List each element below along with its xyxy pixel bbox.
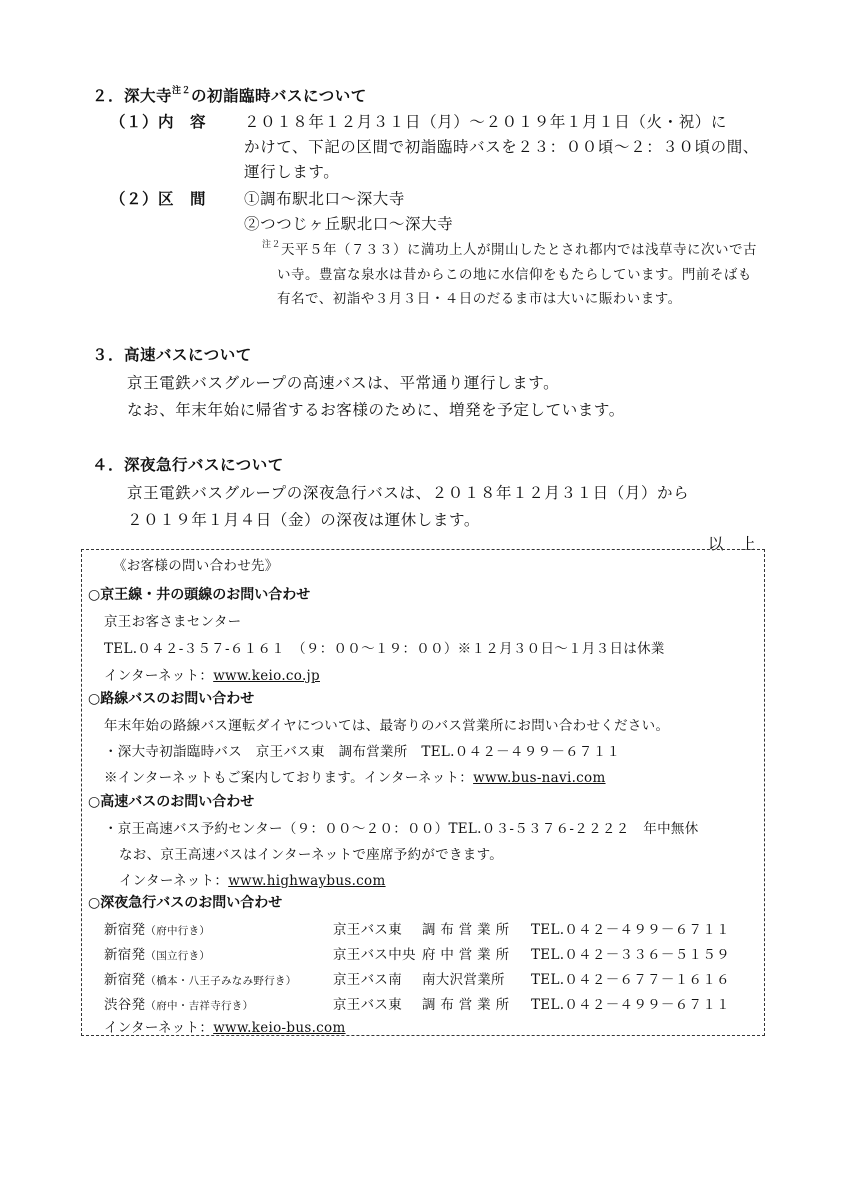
- night-web-label: インターネット：: [104, 1020, 214, 1036]
- night-row-1-from: 新宿発: [104, 922, 146, 938]
- night-row-3-company: 京王バス南: [333, 972, 402, 988]
- night-row-3-origin: [104, 968, 297, 988]
- highway-web-label: インターネット：: [119, 873, 229, 889]
- rail-center: 京王お客さまセンター: [104, 614, 242, 630]
- note-line-1-text: 天平５年（７３３）に満功上人が開山したとされ都内では浅草寺に次いで古: [281, 242, 758, 258]
- night-row-2-dest: （国立行き）: [145, 950, 211, 962]
- night-row-1-origin: [104, 918, 210, 938]
- highway-head: ○高速バスのお問い合わせ: [88, 794, 255, 810]
- highway-line-1: ・京王高速バス予約センター（９：００～２０：００）TEL.０３-５３７６-２２２２ 年中無休: [104, 821, 699, 837]
- routebus-web: [104, 766, 606, 786]
- night-web: [104, 1016, 346, 1036]
- routebus-line-1: 年末年始の路線バス運転ダイヤについては、最寄りのバス営業所にお問い合わせください。: [104, 718, 670, 734]
- routebus-line-2: ・深大寺初詣臨時バス 京王バス東 調布営業所 TEL.０４２－４９９－６７１１: [104, 744, 621, 760]
- night-row-1-tel: TEL.０４２－４９９－６７１１: [531, 922, 730, 938]
- night-row-1-dest: （府中行き）: [145, 925, 211, 937]
- route-label: （２）区 間: [110, 190, 207, 208]
- highway-web: [119, 869, 386, 889]
- night-row-4-from: 渋谷発: [104, 997, 146, 1013]
- rail-web-link[interactable]: www.keio.co.jp: [213, 668, 320, 684]
- night-row-1-office: 調 布 営 業 所: [422, 922, 510, 938]
- route-item-2: ②つつじヶ丘駅北口～深大寺: [244, 215, 454, 233]
- night-web-link[interactable]: www.keio-bus.com: [213, 1020, 346, 1036]
- section-3-line-1: 京王電鉄バスグループの高速バスは、平常通り運行します。: [127, 374, 560, 392]
- night-row-4-company: 京王バス東: [333, 997, 402, 1013]
- note-sup: 注２: [262, 240, 282, 250]
- contact-title: 《お客様の問い合わせ先》: [113, 558, 279, 574]
- rail-tel: TEL.０４２-３５７-６１６１ （９：００～１９：００）※１２月３０日～１月３日は休業: [104, 641, 665, 657]
- night-row-2-from: 新宿発: [104, 947, 146, 963]
- highway-line-2: なお、京王高速バスはインターネットで座席予約ができます。: [119, 847, 504, 863]
- content-line-3: 運行します。: [244, 163, 340, 181]
- section-3-title: ３．高速バスについて: [92, 346, 252, 364]
- night-row-4-tel: TEL.０４２－４９９－６７１１: [531, 997, 730, 1013]
- rail-head: ○京王線・井の頭線のお問い合わせ: [88, 587, 311, 603]
- night-row-4-office: 調 布 営 業 所: [422, 997, 510, 1013]
- section-3-line-2: なお、年末年始に帰省するお客様のために、増発を予定しています。: [127, 401, 625, 419]
- note-line-2: い寺。豊富な泉水は昔からこの地に水信仰をもたらしています。門前そばも: [277, 267, 752, 283]
- section-2-title: [92, 84, 367, 106]
- routebus-web-link[interactable]: www.bus-navi.com: [473, 770, 606, 786]
- night-row-3-from: 新宿発: [104, 972, 146, 988]
- highway-web-link[interactable]: www.highwaybus.com: [228, 873, 386, 889]
- rail-web-label: インターネット：: [104, 668, 214, 684]
- night-row-3-office: 南大沢営業所: [422, 972, 505, 988]
- night-row-2-tel: TEL.０４２－３３６－５１５９: [531, 947, 730, 963]
- night-row-1-company: 京王バス東: [333, 922, 402, 938]
- night-head: ○深夜急行バスのお問い合わせ: [88, 895, 283, 911]
- section-4-title: ４．深夜急行バスについて: [92, 456, 284, 474]
- routebus-web-label: ※インターネットもご案内しております。インターネット：: [104, 770, 474, 786]
- route-item-1: ①調布駅北口～深大寺: [244, 190, 406, 208]
- section-4-line-1: 京王電鉄バスグループの深夜急行バスは、２０１８年１２月３１日（月）から: [127, 484, 690, 502]
- section-2-title-post: の初詣臨時バスについて: [191, 87, 367, 105]
- content-line-1: ２０１８年１２月３１日（月）～２０１９年１月１日（火・祝）に: [244, 113, 728, 131]
- section-4-line-2: ２０１９年１月４日（金）の深夜は運休します。: [127, 511, 480, 529]
- content-label: （１）内 容: [110, 113, 207, 131]
- night-row-3-tel: TEL.０４２－６７７－１６１６: [531, 972, 730, 988]
- note-line-1: [262, 238, 757, 258]
- night-row-3-dest: （橋本・八王子みなみ野行き）: [145, 975, 297, 987]
- routebus-head: ○路線バスのお問い合わせ: [88, 691, 255, 707]
- night-row-4-dest: （府中・吉祥寺行き）: [145, 1000, 254, 1012]
- night-row-2-company: 京王バス中央: [333, 947, 416, 963]
- section-2-title-sup: 注２: [172, 86, 192, 96]
- night-row-4-origin: [104, 993, 253, 1013]
- content-line-2: かけて、下記の区間で初詣臨時バスを２３：００頃～２：３０頃の間、: [244, 138, 759, 156]
- section-2-title-pre: ２．深大寺: [92, 87, 173, 105]
- night-row-2-office: 府 中 営 業 所: [422, 947, 510, 963]
- night-row-2-origin: [104, 943, 210, 963]
- rail-web: [104, 664, 320, 684]
- closing-text: 以 上: [708, 535, 757, 553]
- note-line-3: 有名で、初詣や３月３日・４日のだるま市は大いに賑わいます。: [277, 291, 682, 307]
